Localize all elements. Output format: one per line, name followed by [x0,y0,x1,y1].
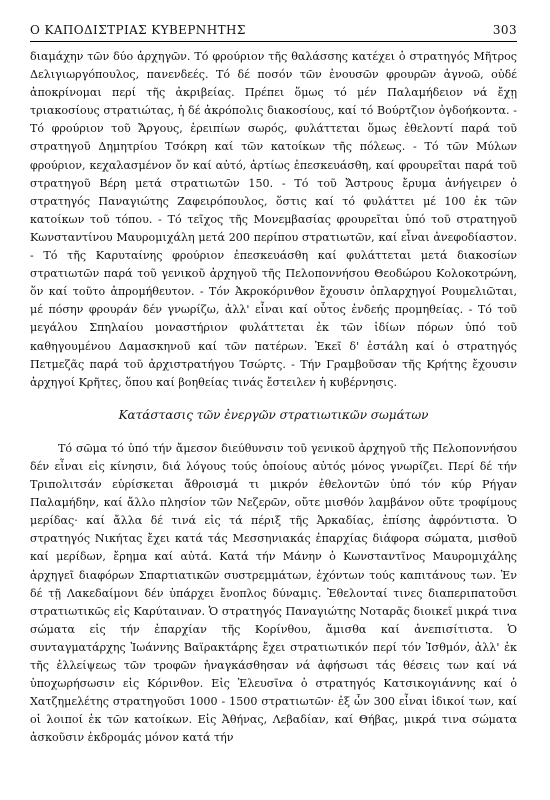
running-header [30,23,517,42]
paragraph-continued: διαμάχην τῶν δύο ἀρχηγῶν. Τό φρούριον τῆς θαλάσσης κατέχει ὁ στρατηγός Μῆτρος Δελιγιωργόπουλος, πανενδεές. Τό δέ ποσόν τῶν ἐνουσῶν φρουρῶν ἀγνοῶ, οὐδέ ἀποκρίνομαι περί τῆς ἀκριβείας. Πρέπει ὅμως τό μέν Παλαμήδειον νά ἔχῃ τριακοσίους στρατιώτας, ἡ δέ ἀκρόπολις διακοσίους, καί τό Βούρτζιον ὀγδοήκοντα. - Τό φρούριον τοῦ Ἄργους, ἐρειπίων σωρός, φυλάττεται ὅμως ἐθελοντί παρά τοῦ στρατηγοῦ Δημητρίου Τσόκρη καί τῶν κατοίκων τῆς πόλεως. - Τό τῶν Μύλων φρούριον, κεχαλασμένον ὄν καί αὐτό, ἀρτίως ἐπεσκευάσθη, καί φρουρεῖται παρά τοῦ στρατηγοῦ Βέρη μετά στρατιωτῶν 150. - Τό τοῦ Ἄστρους ἔρυμα ἀνήγειρεν ὁ στρατηγός Παναγιώτης Ζαφειρόπουλος, ὅστις καί τό φυλάττει μέ 100 ἐκ τῶν κατοίκων τοῦ τόπου. - Τό τεῖχος τῆς Μονεμβασίας φρουρεῖται ὑπό τοῦ στρατηγοῦ Κωνσταντίνου Μαυρομιχάλη μετά 200 περίπου στρατιωτῶν, καί εἶναι ἀνεφοδίαστον. - Τό τῆς Καρυταίνης φρούριον ἐπεσκευάσθη καί φυλάττεται μετά διακοσίων στρατιωτῶν παρά τοῦ γενικοῦ ἀρχηγοῦ τῆς Πελοποννήσου Θεοδώρου Κολοκοτρώνη, ὅν καί τοῦτο ἀπρομήθευτον. - Τόν Ἀκροκόρινθον ἔχουσιν ὁπλαρχηγοί Ρουμελιῶται, μέ πόσην φρουράν δέν γνωρίζω, ἀλλ' εἶναι καί οὗτος ἐνδεής προμηθείας. - Τό τοῦ μεγάλου Σπηλαίου μοναστήριον φυλάττεται ἐκ τῶν ἰδίων πόρων ὑπό τοῦ καθηγουμένου Δαμασκηνοῦ καί τῶν πατέρων. Ἐκεῖ δ' ἐστάλη καί ὁ στρατηγός Πετμεζᾶς παρά τοῦ ἀρχιστρατήγου Τσώρτς. - Τήν Γραμβοῦσαν τῆς Κρήτης ἔχουσιν ἀρχηγοί Κρῆτες, ὅπου καί βοηθείας τινάς ἔστειλεν ἡ κυβέρνησις. [30,50,517,389]
page-number: 303 [492,23,517,37]
section-heading: Κατάστασις τῶν ἐνεργῶν στρατιωτικῶν σωμάτων [118,407,429,422]
running-title: Ο ΚΑΠΟΔΙΣΤΡΙΑΣ ΚΥΒΕΡΝΗΤΗΣ [30,23,246,37]
paragraph: Τό σῶμα τό ὑπό τήν ἄμεσον διεύθυνσιν τοῦ γενικοῦ ἀρχηγοῦ τῆς Πελοποννήσου δέν εἶναι εἰς κίνησιν, διά λόγους τούς ὁποίους αὐτός μόνος γνωρίζει. Περί δέ τήν Τριπολιτσάν εὑρίσκεται ἄθροισμά τι μικρόν ἐθελοντῶν ὑπό τόν κύρ Ρήγαν Παλαμήδην, καί ἄλλο πλησίον τῶν Νεζερῶν, οὔτε μισθόν λαμβάνον οὔτε τροφίμους μερίδας· καί ἄλλα δέ τινά εἰς τά πέριξ τῆς Ἀρκαδίας, ἐπίσης ἀφρόντιστα. Ὁ στρατηγός Νικήτας ἔχει κατά τάς Μεσσηνιακάς ἐπαρχίας διάφορα σώματα, μισθοῦ καί μερίδων, ἔρημα καί αὐτά. Κατά τήν Μάνην ὁ Κωνσταντῖνος Μαυρομιχάλης ἀρχηγεῖ διαφόρων Σπαρτιατικῶν συστρεμμάτων, ἐχόντων τούς καπιτάνους των. Ἐν δέ τῇ Λακεδαίμονι δέν ὑπάρχει ἔνοπλος δύναμις. Ἐθελονταί τινες διαπεριπατοῦσι στρατιωτικῶς εἰς Καρύταιναν. Ὁ στρατηγός Παναγιώτης Νοταρᾶς διοικεῖ μικρά τινα σώματα εἰς τήν ἐπαρχίαν τῆς Κορίνθου, ἄμισθα καί ἀνεπισίτιστα. Ὁ συνταγματάρχης Ἰωάννης Βαϊρακτάρης ἔχει στρατιωτικόν περί τόν Ἰσθμόν, ἀλλ' ἐκ τῆς ἐλλείψεως τῶν τροφῶν ἠναγκάσθησαν νά ἀφήσωσι τάς θέσεις των καί νά ὑποχωρήσωσιν εἰς Κόρινθον. Εἰς Ἐλευσῖνα ὁ στρατηγός Κατσικογιάννης καί ὁ Χατζημελέτης στρατηγοῦσι 1000 - 1500 στρατιωτῶν· ἐξ ὧν 300 εἶναι ἰδικοί των, καί οἱ λοιποί ἐκ τῶν κατοίκων. Εἰς Ἀθήνας, Λεβαδίαν, καί Θήβας, μικρά τινα σώματα ἀσκοῦσιν ἐκδρομάς μόνον κατά τήν [30,441,517,745]
body-text [30,48,517,747]
